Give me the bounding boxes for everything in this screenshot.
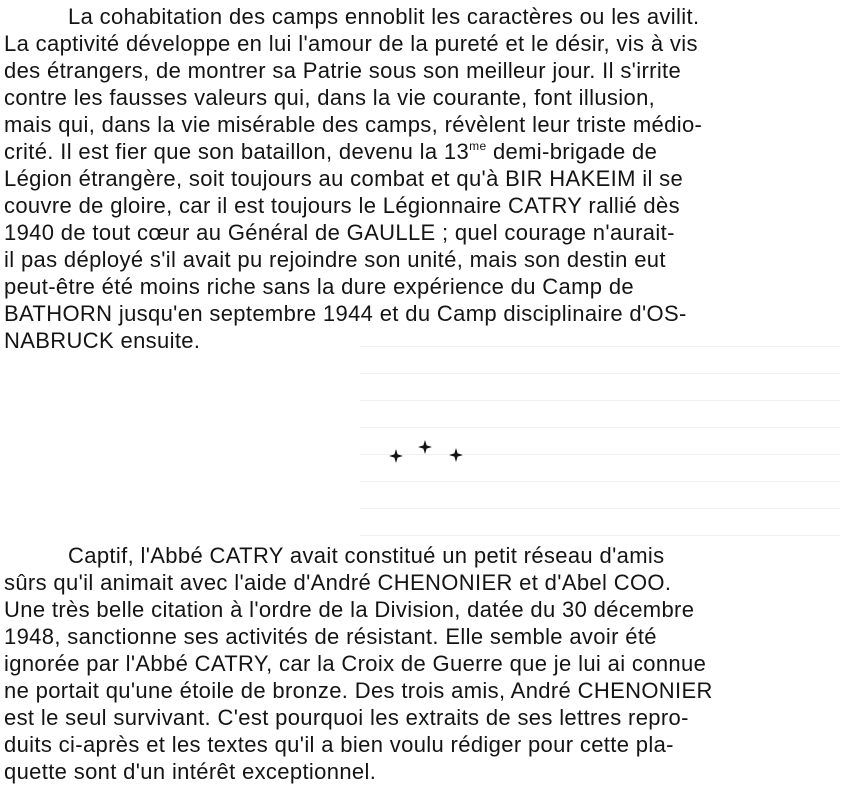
text-line: contre les fausses valeurs qui, dans la vie courante, font illusion, bbox=[4, 85, 656, 110]
text-line: mais qui, dans la vie misérable des camps, révèlent leur triste médio- bbox=[4, 112, 703, 137]
text-line: duits ci-après et les textes qu'il a bien voulu rédiger pour cette pla- bbox=[4, 732, 674, 757]
text-line: NABRUCK ensuite. bbox=[4, 328, 201, 353]
text-line: 1948, sanctionne ses activités de résistant. Elle semble avoir été bbox=[4, 624, 657, 649]
text-segment: demi-brigade de bbox=[486, 139, 658, 164]
text-line: ignorée par l'Abbé CATRY, car la Croix de Guerre que je lui ai connue bbox=[4, 651, 707, 676]
text-line: BATHORN jusqu'en septembre 1944 et du Camp disciplinaire d'OS- bbox=[4, 301, 687, 326]
star-icon bbox=[389, 449, 403, 463]
three-stars-ornament-icon bbox=[384, 436, 468, 466]
text-line: ne portait qu'une étoile de bronze. Des trois amis, André CHENONIER bbox=[4, 678, 713, 703]
text-segment: crité. Il est fier que son bataillon, devenu la 13 bbox=[4, 139, 470, 164]
text-line: Une très belle citation à l'ordre de la Division, datée du 30 décembre bbox=[4, 597, 695, 622]
text-line: des étrangers, de montrer sa Patrie sous son meilleur jour. Il s'irrite bbox=[4, 58, 682, 83]
text-line-with-superscript bbox=[4, 139, 657, 165]
star-icon bbox=[449, 448, 463, 462]
text-line: il pas déployé s'il avait pu rejoindre son unité, mais son destin eut bbox=[4, 247, 666, 272]
text-line: sûrs qu'il animait avec l'aide d'André CHENONIER et d'Abel COO. bbox=[4, 570, 672, 595]
text-line: La captivité développe en lui l'amour de la pureté et le désir, vis à vis bbox=[4, 31, 698, 56]
text-line: 1940 de tout cœur au Général de GAULLE ; quel courage n'aurait- bbox=[4, 220, 675, 245]
text-line: Légion étrangère, soit toujours au combat et qu'à BIR HAKEIM il se bbox=[4, 166, 684, 191]
text-line: couvre de gloire, car il est toujours le Légionnaire CATRY rallié dès bbox=[4, 193, 680, 218]
text-line: quette sont d'un intérêt exceptionnel. bbox=[4, 759, 377, 784]
text-line: peut-être été moins riche sans la dure expérience du Camp de bbox=[4, 274, 635, 299]
star-icon bbox=[418, 440, 432, 454]
text-line: La cohabitation des camps ennoblit les caractères ou les avilit. bbox=[68, 4, 700, 29]
ordinal-superscript: me bbox=[469, 139, 487, 153]
text-line: Captif, l'Abbé CATRY avait constitué un petit réseau d'amis bbox=[68, 543, 665, 568]
text-line: est le seul survivant. C'est pourquoi les extraits de ses lettres repro- bbox=[4, 705, 689, 730]
